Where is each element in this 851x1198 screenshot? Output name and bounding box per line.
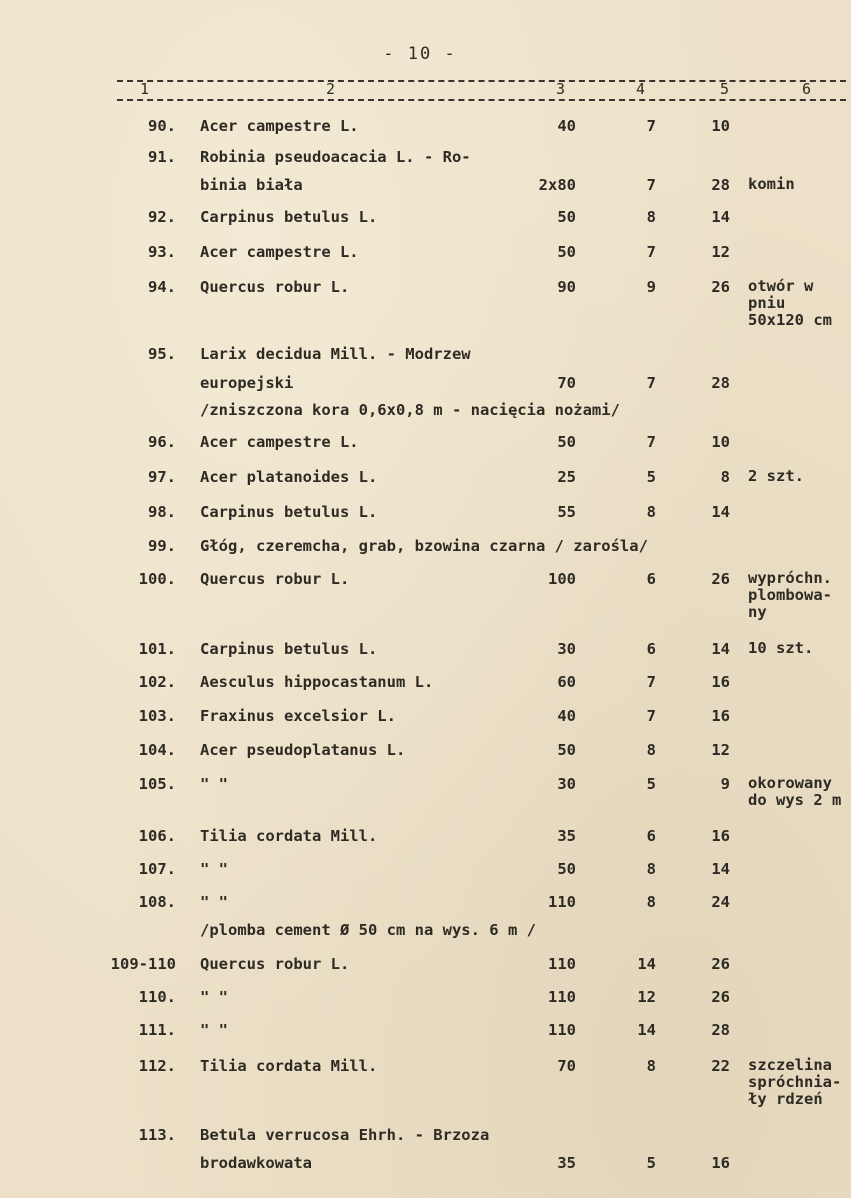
tree-name: Aesculus hippocastanum L. [200,673,434,691]
value-col-4: 8 [646,860,656,878]
value-col-5: 8 [720,468,730,486]
tree-name: " " [200,988,228,1006]
remarks: okorowany do wys 2 m [748,774,842,809]
value-col-4: 12 [637,988,656,1006]
value-col-4: 7 [646,707,656,725]
value-col-4: 8 [646,503,656,521]
remarks: szczelina spróchnia- ły rdzeń [748,1056,842,1108]
tree-number: 113. [138,1126,176,1144]
value-col-3: 110 [548,988,576,1006]
tree-name: europejski [200,374,294,392]
value-col-5: 16 [711,1154,730,1172]
value-col-3: 100 [548,570,576,588]
value-col-4: 7 [646,243,656,261]
value-col-3: 50 [557,860,576,878]
tree-number: 97. [148,468,176,486]
value-col-3: 40 [557,117,576,135]
column-header-4: 4 [636,80,646,98]
column-header [0,80,851,100]
tree-name: brodawkowata [200,1154,312,1172]
tree-number: 104. [138,741,176,759]
tree-number: 110. [138,988,176,1006]
tree-number: 107. [138,860,176,878]
value-col-4: 14 [637,955,656,973]
remarks: 2 szt. [748,467,804,485]
tree-name: Acer campestre L. [200,117,359,135]
remarks: 10 szt. [748,639,814,657]
tree-name: Acer campestre L. [200,243,359,261]
value-col-5: 16 [711,827,730,845]
value-col-5: 12 [711,243,730,261]
tree-name: " " [200,893,228,911]
tree-name: /zniszczona kora 0,6x0,8 m - nacięcia nożami/ [200,401,620,419]
tree-number: 90. [148,117,176,135]
tree-name: Quercus robur L. [200,955,350,973]
value-col-5: 28 [711,374,730,392]
tree-name: /plomba cement Ø 50 cm na wys. 6 m / [200,921,536,939]
tree-number: 94. [148,278,176,296]
tree-name: Carpinus betulus L. [200,208,378,226]
tree-number: 112. [138,1057,176,1075]
tree-number: 100. [138,570,176,588]
remarks: otwór w pniu 50x120 cm [748,277,832,329]
value-col-5: 14 [711,208,730,226]
tree-number: 93. [148,243,176,261]
value-col-3: 30 [557,775,576,793]
value-col-5: 16 [711,673,730,691]
value-col-3: 50 [557,741,576,759]
tree-name: Carpinus betulus L. [200,503,378,521]
value-col-4: 6 [646,570,656,588]
value-col-4: 8 [646,741,656,759]
value-col-4: 8 [646,208,656,226]
value-col-5: 26 [711,278,730,296]
value-col-5: 9 [720,775,730,793]
value-col-4: 8 [646,893,656,911]
tree-number: 96. [148,433,176,451]
tree-number: 102. [138,673,176,691]
value-col-3: 2x80 [538,176,576,194]
value-col-3: 110 [548,1021,576,1039]
tree-number: 106. [138,827,176,845]
tree-name: Quercus robur L. [200,278,350,296]
column-header-2: 2 [326,80,336,98]
tree-number: 91. [148,148,176,166]
value-col-5: 28 [711,176,730,194]
value-col-5: 28 [711,1021,730,1039]
value-col-3: 50 [557,208,576,226]
tree-name: Głóg, czeremcha, grab, bzowina czarna / zarośla/ [200,537,648,555]
tree-name: Tilia cordata Mill. [200,827,378,845]
tree-name: Acer campestre L. [200,433,359,451]
value-col-4: 7 [646,117,656,135]
value-col-4: 6 [646,827,656,845]
value-col-5: 14 [711,640,730,658]
value-col-3: 30 [557,640,576,658]
value-col-5: 22 [711,1057,730,1075]
value-col-4: 5 [646,1154,656,1172]
value-col-5: 26 [711,988,730,1006]
value-col-4: 8 [646,1057,656,1075]
value-col-3: 35 [557,1154,576,1172]
value-col-4: 5 [646,775,656,793]
value-col-3: 35 [557,827,576,845]
value-col-4: 7 [646,433,656,451]
value-col-3: 70 [557,374,576,392]
page-number: - 10 - [383,44,457,64]
value-col-3: 70 [557,1057,576,1075]
value-col-3: 55 [557,503,576,521]
value-col-5: 14 [711,503,730,521]
value-col-4: 7 [646,374,656,392]
column-header-3: 3 [556,80,566,98]
tree-number: 105. [138,775,176,793]
value-col-4: 14 [637,1021,656,1039]
tree-name: " " [200,775,228,793]
tree-name: Larix decidua Mill. - Modrzew [200,345,471,363]
value-col-3: 40 [557,707,576,725]
value-col-3: 110 [548,955,576,973]
tree-number: 103. [138,707,176,725]
value-col-5: 16 [711,707,730,725]
tree-name: Betula verrucosa Ehrh. - Brzoza [200,1126,490,1144]
tree-number: 111. [138,1021,176,1039]
value-col-5: 26 [711,570,730,588]
tree-name: Robinia pseudoacacia L. - Ro- [200,148,471,166]
tree-name: " " [200,860,228,878]
value-col-3: 60 [557,673,576,691]
tree-number: 108. [138,893,176,911]
remarks: wypróchn. plombowa- ny [748,569,832,621]
column-header-6: 6 [802,80,812,98]
value-col-5: 26 [711,955,730,973]
value-col-4: 9 [646,278,656,296]
value-col-4: 7 [646,176,656,194]
value-col-3: 50 [557,243,576,261]
value-col-5: 10 [711,117,730,135]
tree-name: Acer platanoides L. [200,468,378,486]
value-col-5: 12 [711,741,730,759]
value-col-3: 25 [557,468,576,486]
value-col-5: 24 [711,893,730,911]
remarks: komin [748,175,795,193]
header-rule-bottom [117,99,846,101]
column-header-5: 5 [720,80,730,98]
tree-name: Acer pseudoplatanus L. [200,741,406,759]
tree-number: 101. [138,640,176,658]
tree-name: Carpinus betulus L. [200,640,378,658]
tree-name: " " [200,1021,228,1039]
value-col-4: 5 [646,468,656,486]
column-header-1: 1 [140,80,150,98]
value-col-5: 10 [711,433,730,451]
value-col-4: 7 [646,673,656,691]
value-col-3: 110 [548,893,576,911]
value-col-3: 90 [557,278,576,296]
tree-number: 99. [148,537,176,555]
tree-number: 92. [148,208,176,226]
tree-number: 98. [148,503,176,521]
tree-name: binia biała [200,176,303,194]
value-col-5: 14 [711,860,730,878]
tree-number: 95. [148,345,176,363]
value-col-4: 6 [646,640,656,658]
value-col-3: 50 [557,433,576,451]
tree-name: Tilia cordata Mill. [200,1057,378,1075]
tree-name: Quercus robur L. [200,570,350,588]
tree-name: Fraxinus excelsior L. [200,707,396,725]
tree-number: 109-110 [110,955,176,973]
